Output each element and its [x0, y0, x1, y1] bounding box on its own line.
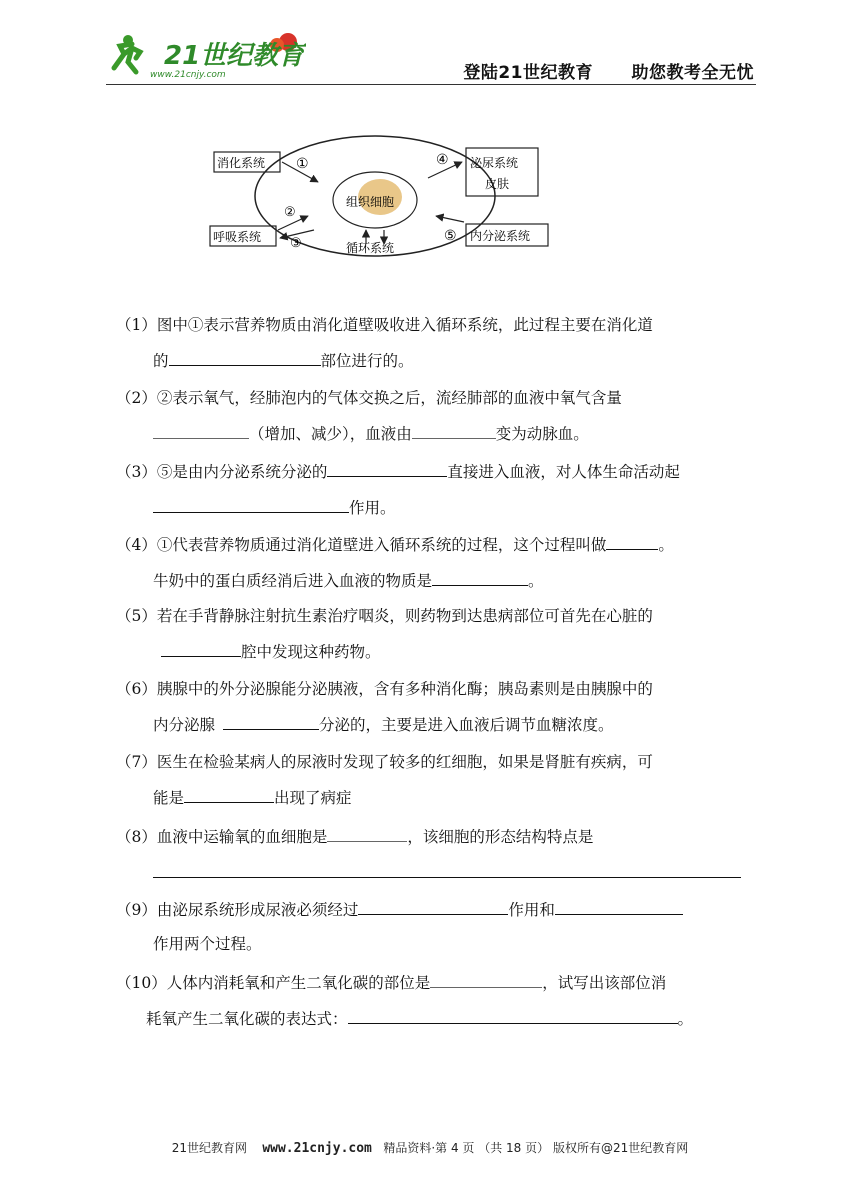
answer-blank-9b[interactable] [555, 896, 683, 915]
answer-blank-9a[interactable] [358, 896, 508, 915]
header-divider [106, 84, 756, 85]
footer-left: 21世纪教育网 [171, 1141, 248, 1155]
marker-3: ③ [290, 236, 302, 251]
page-footer [0, 1139, 860, 1156]
answer-blank-10b[interactable] [348, 1005, 678, 1024]
digestive-label: 消化系统 [217, 156, 266, 170]
marker-2: ② [284, 205, 296, 220]
footer-url[interactable]: www.21cnjy.com [262, 1141, 372, 1156]
answer-blank-2b[interactable] [412, 420, 496, 439]
question-1: （1）图中①表示营养物质由消化道壁吸收进入循环系统，此过程主要在消化道 的 部位进行的。 [116, 313, 756, 373]
marker-4: ④ [436, 152, 449, 168]
answer-blank-2a[interactable] [153, 420, 249, 439]
answer-blank-8a[interactable] [327, 823, 407, 842]
answer-blank-3b[interactable] [153, 494, 349, 513]
answer-blank-8b[interactable] [153, 859, 741, 878]
tissue-cell-label: 组织细胞 [346, 195, 395, 209]
running-figure-icon [114, 35, 140, 72]
footer-right: 精品资料·第 4 页 （共 18 页） 版权所有@21世纪教育网 [383, 1141, 689, 1155]
question-6-line-1: （6）胰腺中的外分泌腺能分泌胰液，含有多种消化酶；胰岛素则是由胰腺中的 [116, 680, 653, 698]
urinary-label: 泌尿系统 [470, 156, 519, 170]
question-2-line-1: （2）②表示氧气，经肺泡内的气体交换之后，流经肺部的血液中氧气含量 [116, 389, 622, 407]
logo-text: 21世纪教育 [164, 41, 305, 71]
question-1-line-1: （1）图中①表示营养物质由消化道壁吸收进入循环系统，此过程主要在消化道 [116, 316, 653, 334]
question-8: （8）血液中运输氧的血细胞是 ，该细胞的形态结构特点是 [116, 823, 756, 885]
answer-blank-3a[interactable] [327, 458, 447, 477]
answer-blank-6[interactable] [223, 711, 319, 730]
question-10: （10）人体内消耗氧和产生二氧化碳的部位是 ，试写出该部位消 耗氧产生二氧化碳的表达式： 。 [116, 969, 756, 1031]
circulatory-label: 循环系统 [346, 241, 395, 255]
question-7: （7）医生在检验某病人的尿液时发现了较多的红细胞，如果是肾脏有疾病，可 能是 出现了病症 [116, 750, 756, 810]
question-3: （3）⑤是由内分泌系统分泌的 直接进入血液，对人体生命活动起 作用。 [116, 458, 756, 520]
logo-url: www.21cnjy.com [150, 70, 226, 80]
question-4: （4）①代表营养物质通过消化道壁进入循环系统的过程，这个过程叫做 。 牛奶中的蛋白质经消后进入血液的物质是 。 [116, 531, 756, 593]
answer-blank-4b[interactable] [432, 567, 528, 586]
logo [106, 28, 306, 80]
question-9: （9）由泌尿系统形成尿液必须经过 作用和 作用两个过程。 [116, 896, 756, 956]
answer-blank-1[interactable] [169, 347, 321, 366]
question-6: （6）胰腺中的外分泌腺能分泌胰液，含有多种消化酶；胰岛素则是由胰腺中的 内分泌腺 分泌的，主要是进入血液后调节血糖浓度。 [116, 677, 756, 737]
question-5-line-1: （5）若在手背静脉注射抗生素治疗咽炎，则药物到达患病部位可首先在心脏的 [116, 607, 653, 625]
marker-5: ⑤ [444, 228, 457, 244]
question-7-line-1: （7）医生在检验某病人的尿液时发现了较多的红细胞，如果是肾脏有疾病，可 [116, 753, 653, 771]
question-5: （5）若在手背静脉注射抗生素治疗咽炎，则药物到达患病部位可首先在心脏的 腔中发现这种药物。 [116, 604, 756, 664]
question-2: （2）②表示氧气，经肺泡内的气体交换之后，流经肺部的血液中氧气含量 （增加、减少），血液由 变为动脉血。 [116, 386, 756, 446]
endocrine-label: 内分泌系统 [470, 229, 531, 243]
answer-blank-5[interactable] [161, 638, 241, 657]
answer-blank-4a[interactable] [606, 531, 658, 550]
answer-blank-10a[interactable] [430, 969, 542, 988]
skin-label: 皮肤 [485, 177, 510, 191]
header-slogan: 登陆21世纪教育 助您教考全无忧 [463, 63, 754, 83]
marker-1: ① [296, 156, 309, 172]
page-header [106, 28, 756, 86]
respiratory-label: 呼吸系统 [213, 230, 262, 244]
circulation-diagram [200, 134, 560, 264]
answer-blank-7[interactable] [184, 784, 274, 803]
